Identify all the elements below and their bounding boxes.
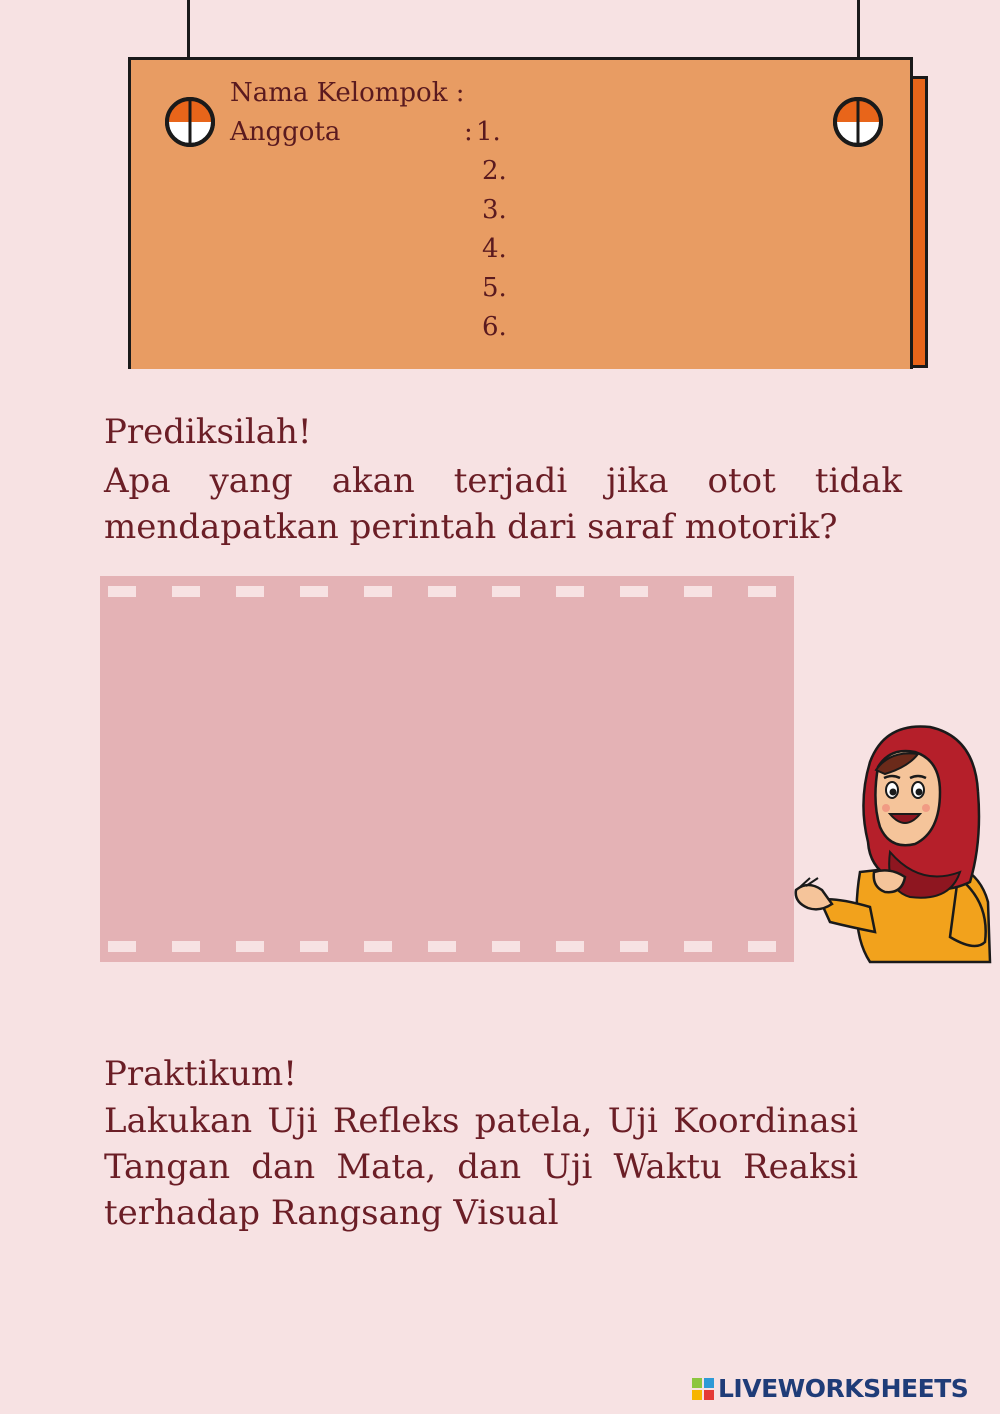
- girl-hijab-illustration: [790, 722, 995, 967]
- member-number-6: 6.: [482, 312, 507, 342]
- logo-squares-icon: [692, 1378, 714, 1400]
- members-colon: :: [464, 117, 473, 147]
- answer-box[interactable]: [100, 576, 794, 962]
- predict-heading: Prediksilah!: [104, 412, 312, 452]
- practicum-instruction: Lakukan Uji Refleks patela, Uji Koordinasi Tangan dan Mata, dan Uji Waktu Reaksi terhadap Rangsang Visual: [104, 1101, 858, 1233]
- member-number-2: 2.: [482, 156, 507, 186]
- member-number-5: 5.: [482, 273, 507, 303]
- member-number-4: 4.: [482, 234, 507, 264]
- member-number-3: 3.: [482, 195, 507, 225]
- practicum-heading: Praktikum!: [104, 1054, 297, 1094]
- members-label: Anggota: [230, 117, 341, 147]
- liveworksheets-logo: [692, 1374, 968, 1403]
- group-name-label: Nama Kelompok :: [230, 78, 465, 108]
- logo-text: LIVEWORKSHEETS: [718, 1374, 969, 1403]
- ring-left-icon: [163, 95, 217, 149]
- predict-question: Apa yang akan terjadi jika otot tidak mendapatkan perintah dari saraf motorik?: [104, 461, 902, 547]
- member-number-1: 1.: [476, 117, 501, 147]
- ring-right-icon: [831, 95, 885, 149]
